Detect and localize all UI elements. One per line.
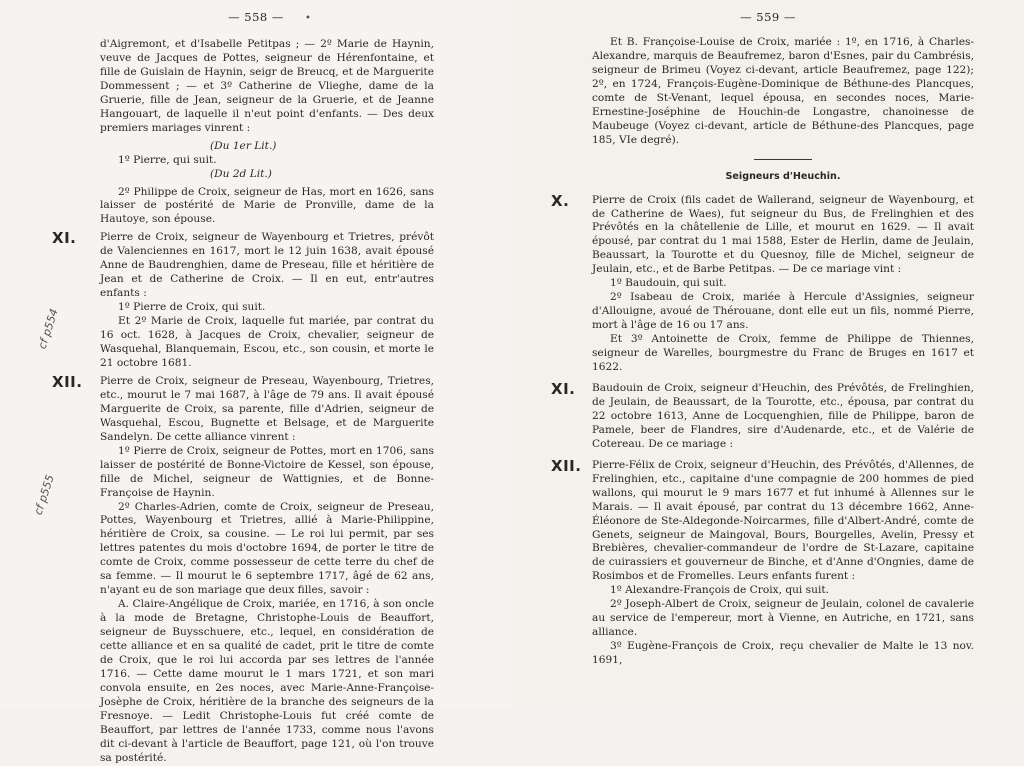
paragraph: 1º Pierre, qui suit. xyxy=(118,153,217,166)
paragraph: 2º Charles-Adrien, comte de Croix, seigneur de Preseau, Pottes, Wayenbourg et Trietres, allié à Marie-Philippine, héritière de Croix, sa cousine. — Le roi lui permit, par ses lettres patentes du mois d'octobre 1694, de porter le titre de comte de Croix, comme possesseur de cette terre du chef de sa femme. — Il mourut le 6 septembre 1717, âgé de 62 ans, n'ayant eu de son mariage que deux filles, savoir : xyxy=(100,500,434,597)
generation-number: XI. xyxy=(551,379,576,398)
generation-entry xyxy=(551,379,974,452)
paragraph: 1º Alexandre-François de Croix, qui suit. xyxy=(610,584,829,597)
margin-note: cf p555 xyxy=(31,473,57,517)
paragraph: 1º Baudouin, qui suit. xyxy=(610,277,727,290)
margin-note: cf p554 xyxy=(35,307,61,351)
paragraph: Et 3º Antoinette de Croix, femme de Philippe de Thiennes, seigneur de Warelles, bourgmestre du Franc de Bruges en 1617 et 1622. xyxy=(592,333,974,374)
paragraph: A. Claire-Angélique de Croix, mariée, en 1716, à son oncle à la mode de Bretagne, Christophe-Louis de Beauffort, seigneur de Buysschuere, etc., lequel, en considération de cette alliance et en sa qualité de cadet, prit le titre de comte de Croix, que le roi lui accorda par ses lettres de l'année 1716. — Cette dame mourut le 1 mars 1721, et son mari convola ensuite, en 2es noces, avec Marie-Anne-Françoise-Josèphe de Croix, héritière de la branche des seigneurs de la Fresnoye. — Ledit Christophe-Louis fut créé comte de Beauffort, par lettres de l'année 1733, comme nous l'avons dit ci-devant à l'article de Beauffort, page 121, où l'on trouve sa postérité. xyxy=(100,598,434,764)
paragraph: 2º Joseph-Albert de Croix, seigneur de Jeulain, colonel de cavalerie au service de l'empereur, mort à Vienne, en Autriche, en 1721, sans alliance. xyxy=(592,598,974,639)
paragraph: Pierre de Croix (fils cadet de Wallerand, seigneur de Wayenbourg, et de Catherine de Waes), fut seigneur du Bus, de Frelinghien et des Prévôtés en la châtellenie de Lille, et mourut en 1629. — Il avait épousé, par contrat du 1 mai 1588, Ester de Herlin, dame de Jeulain, Beaussart, la Tourotte et du Quesnoy, fille de Michel, seigneur de Jeulain, etc., et de Barbe Petitpas. — De ce mariage vint : xyxy=(592,193,974,276)
paragraph: Pierre de Croix, seigneur de Preseau, Wayenbourg, Trietres, etc., mourut le 7 mai 1687, à l'âge de 79 ans. Il avait épousé Marguerite de Croix, sa parente, fille d'Adrien, seigneur de Wasquehal, Escou, Bugnette et Belsage, et de Marguerite Sandelyn. De cette alliance vinrent : xyxy=(100,374,434,443)
page-number: — 558 — xyxy=(228,10,284,24)
paragraph: 2º Isabeau de Croix, mariée à Hercule d'Assignies, seigneur d'Allouigne, avoué de Thérouane, dont elle eut un fils, nommé Pierre, mort à l'âge de 16 ou 17 ans. xyxy=(592,291,974,332)
generation-number: X. xyxy=(551,191,570,210)
generation-number: XII. xyxy=(52,372,83,391)
page-text xyxy=(52,38,434,766)
right-page xyxy=(512,0,1024,708)
paragraph: 2º Philippe de Croix, seigneur de Has, mort en 1626, sans laisser de postérité de Marie de Pronville, dame de la Hautoye, son épouse. xyxy=(100,185,434,226)
paragraph: 1º Pierre de Croix, qui suit. xyxy=(118,301,266,314)
lit-heading: (Du 2d Lit.) xyxy=(210,167,272,180)
stray-mark: • xyxy=(305,13,311,24)
generation-number: XI. xyxy=(52,229,77,248)
paragraph: 1º Pierre de Croix, seigneur de Pottes, mort en 1706, sans laisser de postérité de Bonne-Victoire de Kessel, son épouse, fille de Michel, seigneur de Wattignies, et de Bonne-Françoise de Haynin. xyxy=(100,444,434,499)
generation-entry xyxy=(52,372,434,445)
page-number: — 559 — xyxy=(740,10,796,24)
generation-entry xyxy=(551,456,974,585)
generation-entry xyxy=(52,229,434,301)
divider xyxy=(754,159,812,160)
paragraph: d'Aigremont, et d'Isabelle Petitpas ; — 2º Marie de Haynin, veuve de Jacques de Pottes, seigneur de Hérenfontaine, et fille de Guislain de Haynin, seigr de Breucq, et de Marguerite Dommessent ; — et 3º Catherine de Vlieghe, dame de la Gruerie, fille de Jean, seigneur de la Gruerie, et de Jeanne Hangouart, de laquelle il n'eut point d'enfants. — Des deux premiers mariages vinrent : xyxy=(100,38,434,134)
page-text xyxy=(551,36,974,668)
generation-entry xyxy=(551,191,974,278)
generation-number: XII. xyxy=(551,456,582,475)
section-heading: Seigneurs d'Heuchin. xyxy=(725,170,841,182)
paragraph: Pierre-Félix de Croix, seigneur d'Heuchin, des Prévôtés, d'Allennes, de Frelinghien, etc., capitaine d'une compagnie de 200 hommes de pied wallons, qui mourut le 9 mars 1677 et fut inhumé à Allennes sur le Marais. — Il avait épousé, par contrat du 13 décembre 1662, Anne-Éléonore de Ste-Aldegonde-Noircarmes, fille d'Albert-André, comte de Genets, seigneur de Maingoval, Bours, Bourgelles, Avelin, Pressy et Brebières, chevalier-commandeur de l'ordre de St-Lazare, capitaine de cuirassiers et gouverneur de Binche, et d'Anne d'Ongnies, dame de Rosimbos et de Fromelles. Leurs enfants furent : xyxy=(592,458,974,583)
paragraph: Et B. Françoise-Louise de Croix, mariée : 1º, en 1716, à Charles-Alexandre, marquis de Beaufremez, baron d'Esnes, pair du Cambrésis, seigneur de Brimeu (Voyez ci-devant, article Beaufremez, page 122); 2º, en 1724, François-Eugène-Dominique de Béthune-des Plancques, comte de St-Venant, lequel épousa, en secondes noces, Marie-Ernestine-Joséphine de Houchin-de Longastre, chanoinesse de Maubeuge (Voyez ci-devant, article de Béthune-des Plancques, page 185, VIe degré). xyxy=(592,36,974,146)
lit-heading: (Du 1er Lit.) xyxy=(210,139,277,152)
left-page xyxy=(0,0,512,764)
paragraph: Et 2º Marie de Croix, laquelle fut mariée, par contrat du 16 oct. 1628, à Jacques de Croix, chevalier, seigneur de Wasquehal, Blanquemain, Escou, etc., son cousin, et morte le 21 octobre 1681. xyxy=(100,315,434,369)
paragraph: Pierre de Croix, seigneur de Wayenbourg et Trietres, prévôt de Valenciennes en 1617, mort le 12 juin 1638, avait épousé Anne de Baudrenghien, dame de Preseau, fille et héritière de Jean et de Catherine de Croix. — Il en eut, entr'autres enfants : xyxy=(100,231,434,300)
paragraph: 3º Eugène-François de Croix, reçu chevalier de Malte le 13 nov. 1691, xyxy=(592,640,974,667)
paragraph: Baudouin de Croix, seigneur d'Heuchin, des Prévôtés, de Frelinghien, de Jeulain, de Beaussart, de la Tourotte, etc., épousa, par contrat du 22 octobre 1613, Anne de Locquenghien, fille de Philippe, baron de Pamele, beer de Flandres, sire d'Audenarde, etc., et de Valérie de Cotereau. De ce mariage : xyxy=(592,381,974,450)
